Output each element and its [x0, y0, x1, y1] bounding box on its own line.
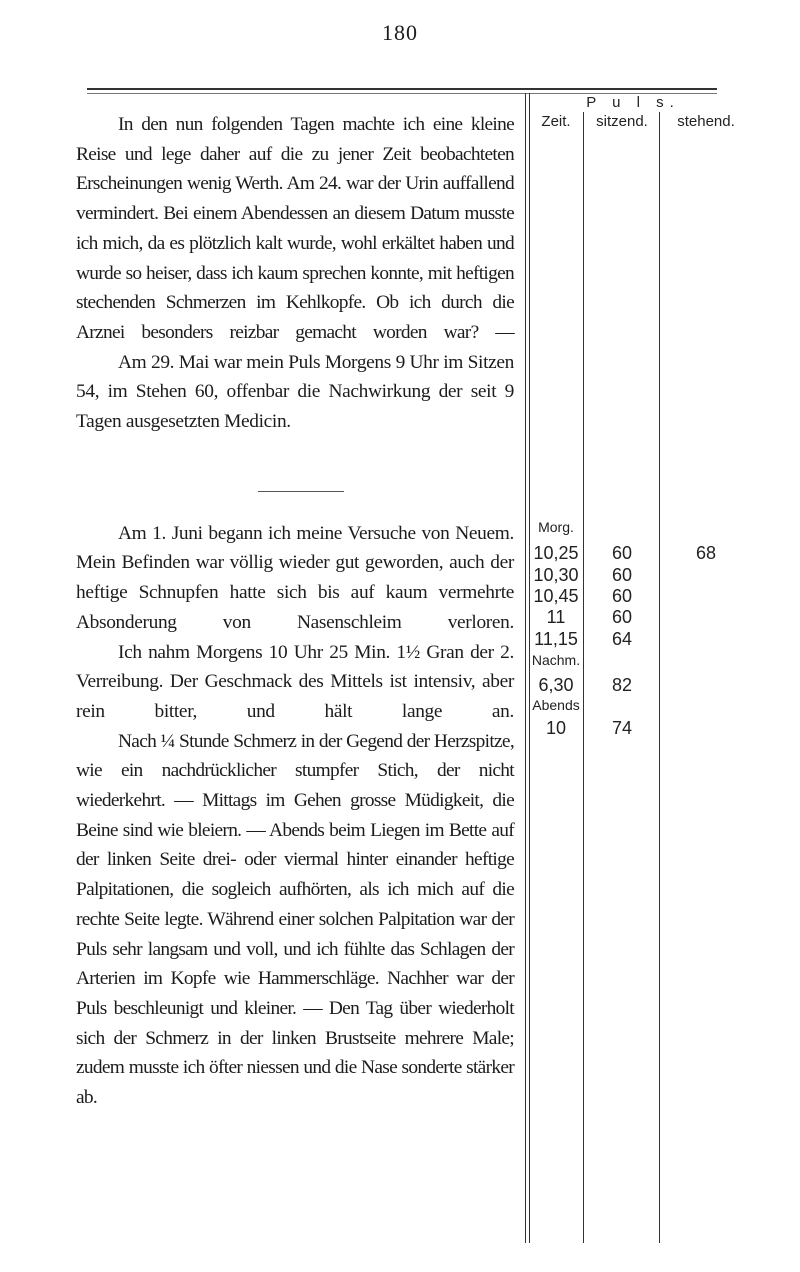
table-cell-sitting: 74: [611, 718, 633, 738]
table-cell-time: 10,30: [533, 565, 579, 585]
table-border-left: [525, 93, 526, 1243]
table-border-left-inner: [529, 93, 530, 1243]
paragraph: In den nun folgenden Tagen machte ich eine kleine Reise und lege daher auf die zu jener Zeit beobachteten Erscheinungen wenig Werth. Am 24. war der Urin auffallend vermindert. Bei einem Abendessen an diesem Datum musste ich mich, da es plötzlich kalt wurde, wohl erkältet haben und wurde so heiser, dass ich kaum sprechen konnte, mit heftigen stechenden Schmerzen im Kehlkopfe. Ob ich durch die Arznei besonders reizbar gemacht worden war? —: [76, 114, 514, 343]
table-cell-sitting: 60: [611, 565, 633, 585]
column-header-standing: stehend.: [677, 113, 735, 130]
table-cell-sitting: 60: [611, 607, 633, 627]
table-cell-time: Abends: [532, 697, 580, 713]
paragraph: Am 29. Mai war mein Puls Morgens 9 Uhr im Sitzen 54, im Stehen 60, offenbar die Nachwirkung der seit 9 Tagen ausgesetzten Medicin.: [76, 351, 514, 433]
section-separator: [258, 491, 344, 492]
page-number: 180: [382, 20, 418, 45]
table-cell-sitting: 60: [611, 586, 633, 606]
column-header-sitting: sitzend.: [596, 113, 648, 130]
table-divider-sitting: [659, 112, 660, 1243]
table-cell-time: 11,15: [534, 629, 578, 649]
table-cell-time: 10,45: [533, 586, 579, 606]
paragraph: Am 1. Juni begann ich meine Versuche von Neuem. Mein Befinden war völlig wieder gut geworden, auch der heftige Schnupfen hatte sich bis auf kaum vermehrte Absonderung von Nasenschleim verloren.: [76, 522, 514, 633]
table-cell-time: Nachm.: [531, 652, 581, 668]
table-cell-time: 6,30: [538, 675, 574, 695]
top-rule: [87, 88, 717, 90]
table-cell-time: Morg.: [538, 519, 574, 535]
paragraph: Nach ¼ Stunde Schmerz in der Gegend der Herzspitze, wie ein nachdrücklicher stumpfer Stich, der nicht wiederkehrt. — Mittags im Gehen grosse Müdigkeit, die Beine sind wie bleiern. — Abends beim Liegen im Bette auf der linken Seite drei- oder viermal hinter einander heftige Palpitationen, die sogleich aufhörten, als ich mich auf die rechte Seite legte. Während einer solchen Palpitation war der Puls sehr langsam und voll, und ich fühlte das Schlagen der Arterien im Kopfe wie Hammerschläge. Nachher war der Puls beschleunigt und kleiner. — Den Tag über wiederholt sich der Schmerz in der linken Brustseite mehrere Male; zudem musste ich öfter niessen und die Nase sonderte stärker ab.: [76, 730, 514, 1109]
table-cell-standing: 68: [695, 543, 717, 563]
table-title: P u l s.: [586, 94, 680, 111]
table-cell-sitting: 82: [611, 675, 633, 695]
body-text: [76, 110, 514, 1113]
table-cell-time: 11: [546, 607, 566, 627]
paragraph: Ich nahm Morgens 10 Uhr 25 Min. 1½ Gran der 2. Verreibung. Der Geschmack des Mittels ist intensiv, aber rein bitter, und hält lange an.: [76, 641, 514, 722]
table-cell-time: 10,25: [533, 543, 579, 563]
table-cell-time: 10: [545, 718, 567, 738]
column-header-time: Zeit.: [541, 113, 571, 130]
table-cell-sitting: 64: [611, 629, 633, 649]
table-cell-sitting: 60: [611, 543, 633, 563]
